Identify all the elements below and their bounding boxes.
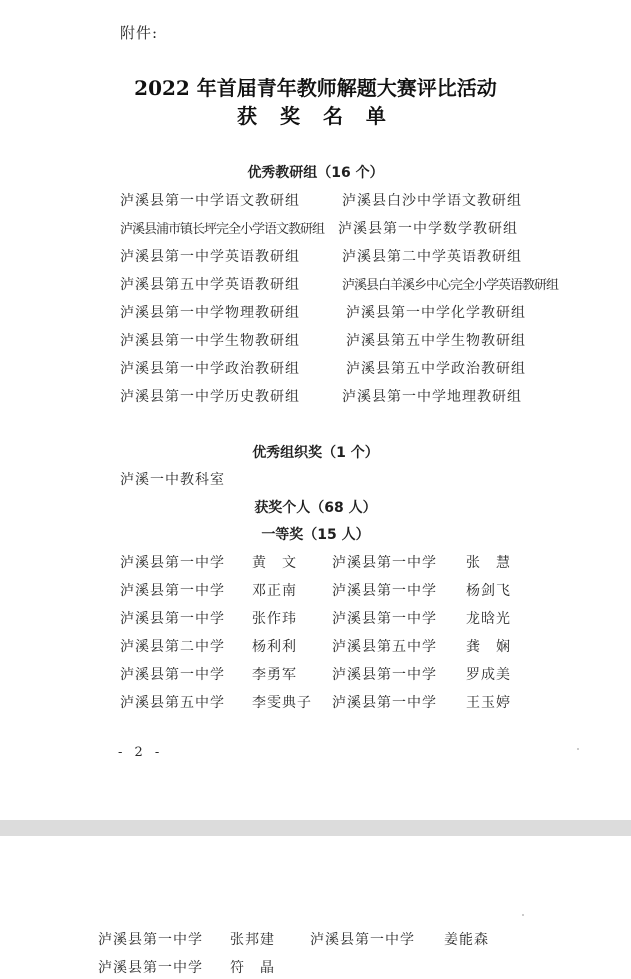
winner-school: 泸溪县第二中学 xyxy=(120,639,225,655)
group-entry: 泸溪县第一中学数学教研组 xyxy=(338,221,518,237)
group-entry: 泸溪县第一中学语文教研组 xyxy=(120,193,300,209)
group-entry: 泸溪县第五中学英语教研组 xyxy=(120,277,300,293)
scan-speck xyxy=(522,914,524,916)
group-entry: 泸溪县第一中学英语教研组 xyxy=(120,249,300,265)
winner-name: 李雯典子 xyxy=(252,695,312,711)
section-heading-individuals: 获奖个人（68 人） xyxy=(254,500,377,516)
winner-row xyxy=(120,580,540,602)
group-entry: 泸溪县第一中学物理教研组 xyxy=(120,305,300,321)
group-entry: 泸溪县白羊溪乡中心完全小学英语教研组 xyxy=(342,278,559,293)
winner-school: 泸溪县第一中学 xyxy=(332,611,437,627)
winner-name: 王玉婷 xyxy=(466,695,511,711)
section-heading-groups: 优秀教研组（16 个） xyxy=(247,165,384,181)
winner-school: 泸溪县第一中学 xyxy=(98,932,203,948)
group-entry: 泸溪县第五中学生物教研组 xyxy=(346,333,526,349)
group-entry: 泸溪县白沙中学语文教研组 xyxy=(342,193,522,209)
page-separator xyxy=(0,820,631,836)
group-row xyxy=(120,218,540,240)
winner-row xyxy=(120,552,540,574)
winner-row xyxy=(120,636,540,658)
group-entry: 泸溪县浦市镇长坪完全小学语文教研组 xyxy=(120,222,325,237)
section-heading-organization: 优秀组织奖（1 个） xyxy=(252,445,379,461)
group-row xyxy=(120,358,540,380)
winner-row xyxy=(120,692,540,714)
document-page-3 xyxy=(0,836,631,976)
attachment-label: 附件: xyxy=(120,24,159,42)
scan-speck xyxy=(577,748,579,750)
winner-row xyxy=(120,664,540,686)
winner-school: 泸溪县第一中学 xyxy=(120,555,225,571)
winner-school: 泸溪县第一中学 xyxy=(332,555,437,571)
group-row xyxy=(120,246,540,268)
winner-name: 张邦建 xyxy=(230,932,275,948)
group-row xyxy=(120,274,559,296)
group-row xyxy=(120,302,540,324)
winner-school: 泸溪县第一中学 xyxy=(120,667,225,683)
winner-school: 泸溪县第一中学 xyxy=(332,695,437,711)
document-subtitle: 获 奖 名 单 xyxy=(237,104,394,128)
winner-school: 泸溪县第一中学 xyxy=(310,932,415,948)
winner-school: 泸溪县第一中学 xyxy=(120,583,225,599)
winner-school: 泸溪县第五中学 xyxy=(332,639,437,655)
winner-name: 罗成美 xyxy=(466,667,511,683)
winner-school: 泸溪县第一中学 xyxy=(332,583,437,599)
section-heading-first-prize: 一等奖（15 人） xyxy=(261,527,370,543)
winner-name: 龚 娴 xyxy=(466,639,511,655)
group-entry: 泸溪县第一中学化学教研组 xyxy=(346,305,526,321)
winner-row xyxy=(98,929,518,951)
group-row xyxy=(120,190,540,212)
winner-name: 张 慧 xyxy=(466,555,511,571)
group-entry: 泸溪县第一中学地理教研组 xyxy=(342,389,522,405)
document-title: 2022 年首届青年教师解题大赛评比活动 xyxy=(134,76,497,100)
winner-name: 张作玮 xyxy=(252,611,297,627)
winner-school: 泸溪县第一中学 xyxy=(120,611,225,627)
winner-name: 符 晶 xyxy=(230,960,275,976)
group-entry: 泸溪县第二中学英语教研组 xyxy=(342,249,522,265)
page-number: - 2 - xyxy=(118,745,164,760)
winner-name: 邓正南 xyxy=(252,583,297,599)
org-entry: 泸溪一中教科室 xyxy=(120,472,225,488)
winner-name: 杨利利 xyxy=(252,639,297,655)
winner-school: 泸溪县第一中学 xyxy=(98,960,203,976)
winner-school: 泸溪县第一中学 xyxy=(332,667,437,683)
winner-name: 姜能森 xyxy=(444,932,489,948)
group-row xyxy=(120,386,540,408)
winner-name: 龙晗光 xyxy=(466,611,511,627)
winner-name: 杨剑飞 xyxy=(466,583,511,599)
winner-name: 李勇军 xyxy=(252,667,297,683)
group-entry: 泸溪县第一中学历史教研组 xyxy=(120,389,300,405)
group-entry: 泸溪县第一中学生物教研组 xyxy=(120,333,300,349)
winner-name: 黄 文 xyxy=(252,555,297,571)
winner-row xyxy=(120,608,540,630)
group-row xyxy=(120,330,540,352)
group-entry: 泸溪县第五中学政治教研组 xyxy=(346,361,526,377)
winner-school: 泸溪县第五中学 xyxy=(120,695,225,711)
group-entry: 泸溪县第一中学政治教研组 xyxy=(120,361,300,377)
